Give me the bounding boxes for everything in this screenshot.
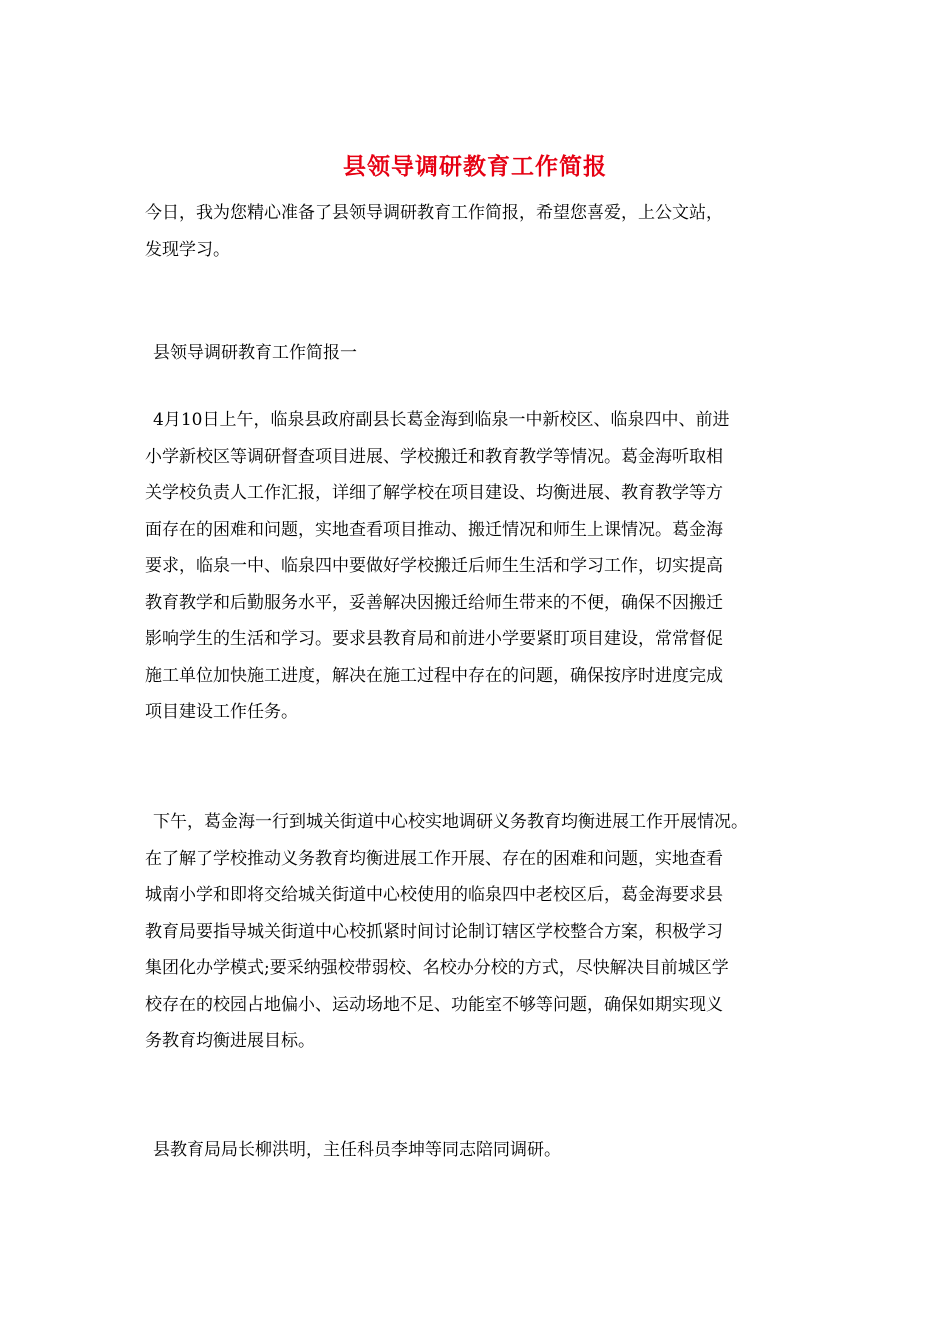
paragraph-line: 集团化办学模式;要采纳强校带弱校、名校办分校的方式，尽快解决目前城区学 — [145, 958, 729, 978]
paragraph-line: 教育局要指导城关街道中心校抓紧时间讨论制订辖区学校整合方案，积极学习 — [145, 921, 723, 942]
paragraph-line: 影响学生的生活和学习。要求县教育局和前进小学要紧盯项目建设，常常督促 — [145, 629, 723, 649]
paragraph-line: 务教育均衡进展目标。 — [145, 1031, 315, 1051]
closing-line: 县教育局局长柳洪明，主任科员李坤等同志陪同调研。 — [153, 1140, 561, 1160]
closing-paragraph — [145, 1132, 561, 1169]
section-heading-text: 县领导调研教育工作简报一 — [153, 343, 357, 363]
paragraph-line: 施工单位加快施工进度，解决在施工过程中存在的问题，确保按序时进度完成 — [145, 665, 723, 686]
paragraph-line: 在了解了学校推动义务教育均衡进展工作开展、存在的困难和问题，实地查看 — [145, 848, 723, 869]
paragraph-line: 面存在的困难和问题，实地查看项目推动、搬迁情况和师生上课情况。葛金海 — [145, 519, 723, 540]
paragraph-morning — [145, 402, 729, 439]
paragraph-line: 要求，临泉一中、临泉四中要做好学校搬迁后师生生活和学习工作，切实提高 — [145, 556, 723, 576]
paragraph-line: 下午，葛金海一行到城关街道中心校实地调研义务教育均衡进展工作开展情况。 — [153, 812, 748, 832]
paragraph-line: 教育教学和后勤服务水平，妥善解决因搬迁给师生带来的不便，确保不因搬迁 — [145, 592, 723, 613]
paragraph-afternoon — [145, 804, 748, 841]
paragraph-line: 小学新校区等调研督查项目进展、学校搬迁和教育教学等情况。葛金海听取相 — [145, 446, 723, 467]
paragraph-line: 关学校负责人工作汇报，详细了解学校在项目建设、均衡进展、教育教学等方 — [145, 483, 723, 503]
paragraph-line: 校存在的校园占地偏小、运动场地不足、功能室不够等问题，确保如期实现义 — [145, 994, 723, 1015]
intro-line: 今日，我为您精心准备了县领导调研教育工作简报，希望您喜爱，上公文站， — [145, 203, 723, 223]
intro-paragraph — [145, 195, 723, 268]
section-heading — [145, 335, 357, 372]
intro-line: 发现学习。 — [145, 239, 230, 260]
document-title: 县领导调研教育工作简报 — [343, 153, 607, 180]
paragraph-morning-cont — [145, 439, 723, 731]
paragraph-line: 4月10日上午，临泉县政府副县长葛金海到临泉一中新校区、临泉四中、前进 — [153, 410, 730, 430]
paragraph-line: 项目建设工作任务。 — [145, 702, 298, 722]
paragraph-afternoon-cont — [145, 841, 729, 1060]
paragraph-line: 城南小学和即将交给城关街道中心校使用的临泉四中老校区后，葛金海要求县 — [145, 885, 723, 905]
